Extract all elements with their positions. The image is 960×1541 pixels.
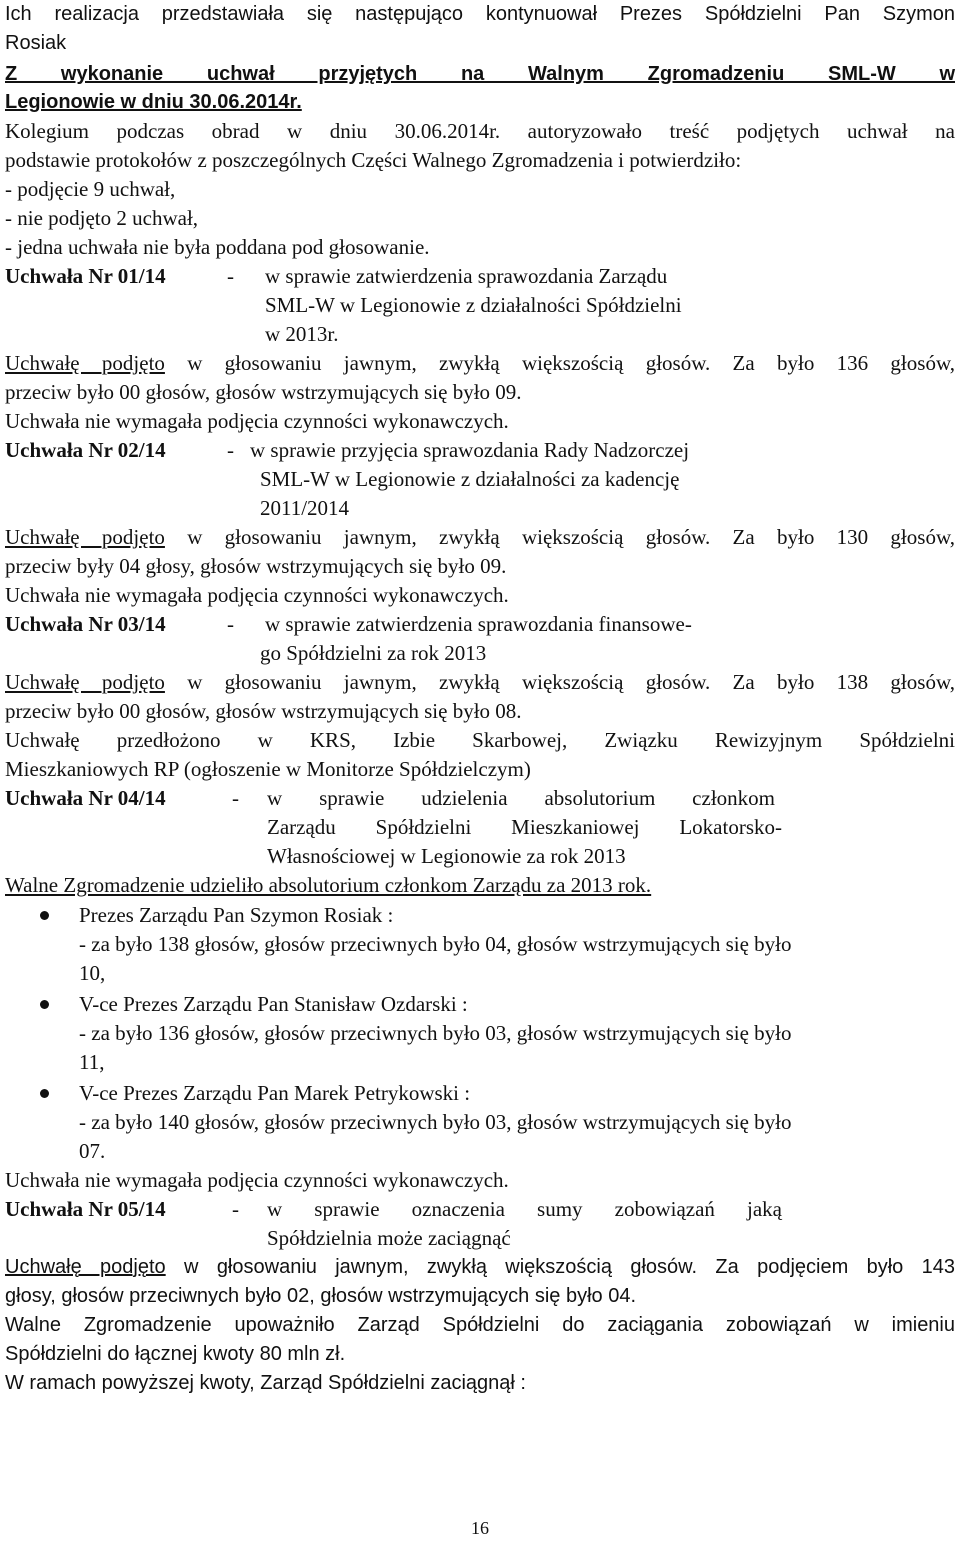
vote-line: przeciw było 00 głosów, głosów wstrzymujących się było 09. bbox=[5, 380, 522, 404]
resolution-label: Uchwała Nr 01/14 bbox=[5, 264, 166, 288]
resolution-title: w sprawie oznaczenia sumy zobowiązań jaką bbox=[267, 1197, 782, 1221]
member-vote: 11, bbox=[79, 1050, 105, 1074]
vote-line: głosy, głosów przeciwnych było 02, głosów wstrzymujących się było 04. bbox=[5, 1285, 637, 1307]
vote-line bbox=[5, 349, 955, 378]
resolution-note: Mieszkaniowych RP (ogłoszenie w Monitorze Spółdzielczym) bbox=[5, 757, 531, 781]
vote-line bbox=[5, 668, 955, 697]
resolution-dash: - bbox=[227, 612, 234, 636]
intro-line: Rosiak bbox=[5, 32, 67, 54]
paragraph-line: Kolegium podczas obrad w dniu 30.06.2014r. autoryzowało treść podjętych uchwał na bbox=[5, 119, 955, 143]
list-item: - jedna uchwała nie była poddana pod głosowanie. bbox=[5, 235, 430, 259]
vote-link: Uchwałę podjęto bbox=[5, 351, 165, 375]
member-vote: - za było 138 głosów, głosów przeciwnych było 04, głosów wstrzymujących się było bbox=[79, 932, 792, 956]
section-heading: Z wykonanie uchwał przyjętych na Walnym Zgromadzeniu SML-W w bbox=[5, 63, 955, 85]
resolution-note: Uchwała nie wymagała podjęcia czynności wykonawczych. bbox=[5, 583, 509, 607]
resolution-title: w sprawie udzielenia absolutorium członkom bbox=[267, 786, 775, 810]
member-name: V-ce Prezes Zarządu Pan Marek Petrykowski : bbox=[79, 1081, 471, 1105]
resolution-label: Uchwała Nr 03/14 bbox=[5, 612, 166, 636]
vote-line bbox=[5, 523, 955, 552]
resolution-title: w 2013r. bbox=[265, 322, 339, 346]
member-vote: - za było 140 głosów, głosów przeciwnych było 03, głosów wstrzymujących się było bbox=[79, 1110, 792, 1134]
resolution-title: w sprawie zatwierdzenia sprawozdania finansowe- bbox=[265, 612, 692, 636]
vote-line: przeciw były 04 głosy, głosów wstrzymujących się było 09. bbox=[5, 554, 507, 578]
resolution-dash: - bbox=[227, 438, 234, 462]
resolution-title: w sprawie zatwierdzenia sprawozdania Zarządu bbox=[265, 264, 668, 288]
resolution-note: Walne Zgromadzenie upoważniło Zarząd Spółdzielni do zaciągania zobowiązań w imieniu bbox=[5, 1314, 955, 1336]
list-item: - podjęcie 9 uchwał, bbox=[5, 177, 176, 201]
vote-text: w głosowaniu jawnym, zwykłą większością głosów. Za podjęciem było 143 bbox=[165, 1256, 956, 1278]
member-name: Prezes Zarządu Pan Szymon Rosiak : bbox=[79, 903, 394, 927]
vote-link: Uchwałę podjęto bbox=[5, 525, 165, 549]
resolution-note: Spółdzielni do łącznej kwoty 80 mln zł. bbox=[5, 1343, 346, 1365]
member-vote: 07. bbox=[79, 1139, 106, 1163]
member-vote: 10, bbox=[79, 961, 106, 985]
resolution-dash: - bbox=[232, 786, 239, 810]
resolution-title: w sprawie przyjęcia sprawozdania Rady Nadzorczej bbox=[250, 438, 690, 462]
bullet-icon bbox=[40, 1089, 49, 1098]
resolution-title: Zarządu Spółdzielni Mieszkaniowej Lokatorsko- bbox=[267, 815, 782, 839]
resolution-label: Uchwała Nr 02/14 bbox=[5, 438, 166, 462]
resolution-title: Własnościowej w Legionowie za rok 2013 bbox=[267, 844, 626, 868]
resolution-title: SML-W w Legionowie z działalności za kadencję bbox=[260, 467, 680, 491]
page-number: 16 bbox=[471, 1518, 489, 1538]
bullet-icon bbox=[40, 1000, 49, 1009]
vote-line bbox=[5, 1253, 955, 1282]
vote-text: w głosowaniu jawnym, zwykłą większością głosów. Za było 138 głosów, bbox=[164, 670, 955, 694]
intro-line: Ich realizacja przedstawiała się następująco kontynuował Prezes Spółdzielni Pan Szymon bbox=[5, 3, 955, 25]
resolution-label: Uchwała Nr 05/14 bbox=[5, 1197, 166, 1221]
member-vote: - za było 136 głosów, głosów przeciwnych było 03, głosów wstrzymujących się było bbox=[79, 1021, 792, 1045]
list-item: - nie podjęto 2 uchwał, bbox=[5, 206, 199, 230]
resolution-title: Spółdzielnia może zaciągnąć bbox=[267, 1226, 511, 1250]
resolution-label: Uchwała Nr 04/14 bbox=[5, 786, 166, 810]
vote-link: Uchwałę podjęto bbox=[5, 1256, 166, 1278]
resolution-dash: - bbox=[232, 1197, 239, 1221]
resolution-note: Uchwała nie wymagała podjęcia czynności wykonawczych. bbox=[5, 409, 509, 433]
resolution-dash: - bbox=[227, 264, 234, 288]
paragraph-line: podstawie protokołów z poszczególnych Części Walnego Zgromadzenia i potwierdziło: bbox=[5, 148, 742, 172]
resolution-note: Uchwała nie wymagała podjęcia czynności wykonawczych. bbox=[5, 1168, 509, 1192]
vote-text: w głosowaniu jawnym, zwykłą większością głosów. Za było 136 głosów, bbox=[164, 351, 955, 375]
vote-text: w głosowaniu jawnym, zwykłą większością głosów. Za było 130 głosów, bbox=[164, 525, 955, 549]
resolution-title: SML-W w Legionowie z działalności Spółdzielni bbox=[265, 293, 682, 317]
bullet-icon bbox=[40, 911, 49, 920]
section-heading: Legionowie w dniu 30.06.2014r. bbox=[5, 91, 302, 113]
closing-line: W ramach powyższej kwoty, Zarząd Spółdzielni zaciągnął : bbox=[5, 1372, 526, 1394]
vote-link: Uchwałę podjęto bbox=[5, 670, 165, 694]
member-name: V-ce Prezes Zarządu Pan Stanisław Ozdarski : bbox=[79, 992, 468, 1016]
resolution-note: Uchwałę przedłożono w KRS, Izbie Skarbowej, Związku Rewizyjnym Spółdzielni bbox=[5, 728, 955, 752]
resolution-title: 2011/2014 bbox=[260, 496, 350, 520]
resolution-title: go Spółdzielni za rok 2013 bbox=[260, 641, 487, 665]
vote-line: przeciw było 00 głosów, głosów wstrzymujących się było 08. bbox=[5, 699, 522, 723]
resolution-summary: Walne Zgromadzenie udzieliło absolutorium członkom Zarządu za 2013 rok. bbox=[5, 873, 652, 897]
